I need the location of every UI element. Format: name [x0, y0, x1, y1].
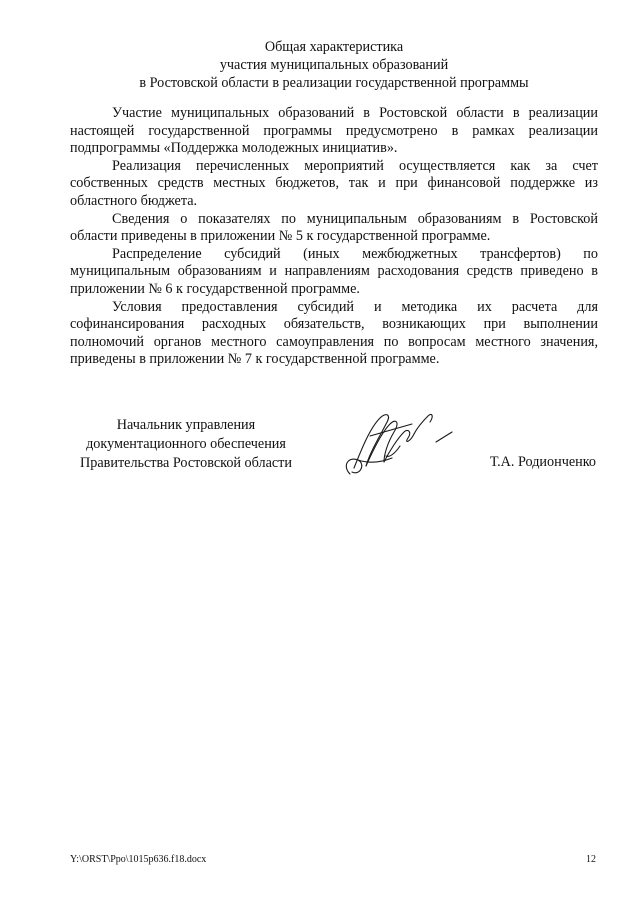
- paragraph-5: Условия предоставления субсидий и методика их расчета для софинансирования расходных обязательств, возникающих при выполнении полномочий органов местного самоуправления по вопросам местного значения, приведены в приложении № 7 к государственной программе.: [70, 298, 598, 368]
- paragraph-3: Сведения о показателях по муниципальным образованиям в Ростовской области приведены в приложении № 5 к государственной программе.: [70, 210, 598, 245]
- title-line-2: участия муниципальных образований: [219, 57, 449, 73]
- document-title: [70, 38, 598, 92]
- position-line-2: документационного обеспечения: [86, 436, 286, 452]
- paragraph-4: Распределение субсидий (иных межбюджетных трансфертов) по муниципальным образованиям и направлениям расходования средств приведено в приложении № 6 к государственной программе.: [70, 245, 598, 297]
- handwritten-signature: [340, 402, 460, 484]
- page-number: 12: [586, 854, 596, 865]
- position-line-1: Начальник управления: [116, 417, 256, 433]
- footer-file-path: Y:\ORST\Ppo\1015p636.f18.docx: [70, 854, 207, 865]
- signatory-position: [66, 416, 306, 473]
- paragraph-2: Реализация перечисленных мероприятий осуществляется как за счет собственных средств местных бюджетов, так и при финансовой поддержке из областного бюджета.: [70, 157, 598, 209]
- title-line-1: Общая характеристика: [264, 39, 404, 55]
- position-line-3: Правительства Ростовской области: [80, 455, 292, 471]
- document-body: [70, 105, 598, 369]
- signatory-name: Т.А. Родионченко: [489, 454, 596, 470]
- paragraph-1: Участие муниципальных образований в Ростовской области в реализации настоящей государственной программы предусмотрено в рамках реализации подпрограммы «Поддержка молодежных инициатив».: [70, 105, 598, 157]
- title-line-3: в Ростовской области в реализации государственной программы: [139, 75, 529, 91]
